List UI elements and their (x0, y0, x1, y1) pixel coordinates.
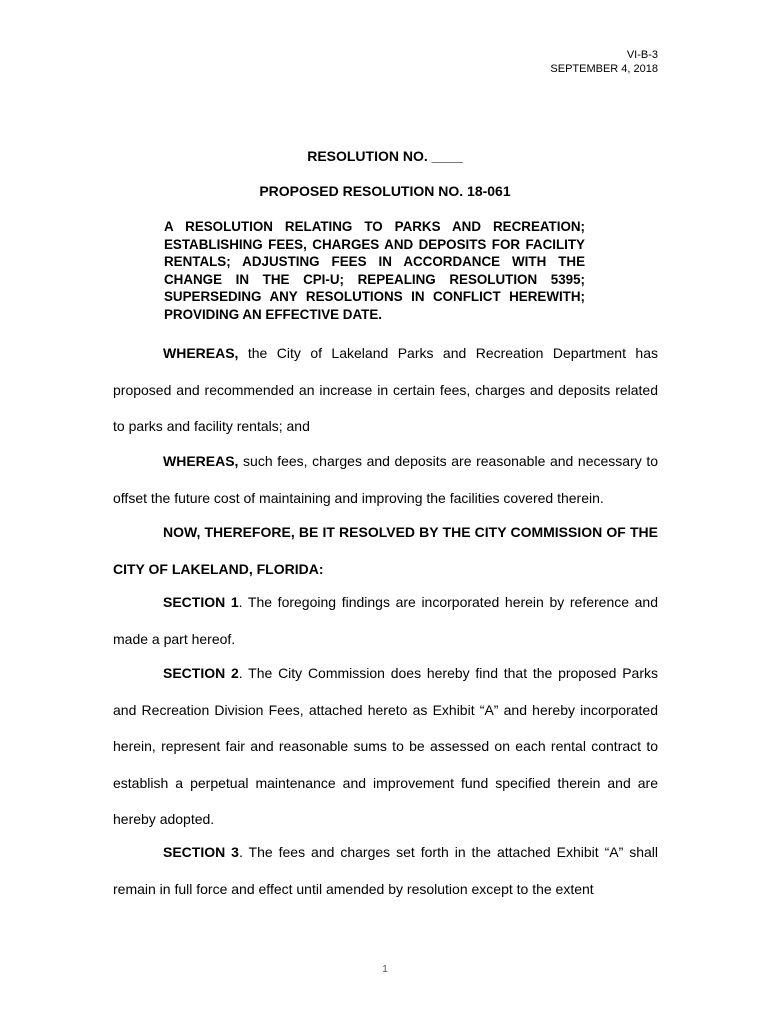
whereas-text-2: such fees, charges and deposits are reasonable and necessary to offset the future cost of maintaining and improving the facilities covered therein. (113, 453, 658, 506)
section-2-paragraph (113, 655, 658, 838)
section-2-label: SECTION 2 (163, 665, 239, 681)
whereas-paragraph-2 (113, 443, 658, 516)
meeting-date: SEPTEMBER 4, 2018 (550, 63, 658, 75)
resolved-clause (113, 514, 658, 587)
section-3-paragraph (113, 834, 658, 907)
section-1-label: SECTION 1 (163, 594, 239, 610)
resolution-summary: A RESOLUTION RELATING TO PARKS AND RECREATION; ESTABLISHING FEES, CHARGES AND DEPOSITS FOR FACILITY RENTALS; ADJUSTING FEES IN ACCORDANCE WITH THE CHANGE IN THE CPI-U; REPEALING RESOLUTION 5395; SUPERSEDING ANY RESOLUTIONS IN CONFLICT HEREWITH; PROVIDING AN EFFECTIVE DATE. (164, 219, 585, 322)
section-1-text: . The foregoing findings are incorporated herein by reference and made a part hereof. (113, 594, 659, 647)
whereas-label-2: WHEREAS, (163, 453, 239, 469)
resolved-text: NOW, THEREFORE, BE IT RESOLVED BY THE CITY COMMISSION OF THE CITY OF LAKELAND, FLORIDA: (113, 524, 658, 577)
page-number: 1 (382, 964, 388, 975)
whereas-label-1: WHEREAS, (163, 345, 239, 361)
section-1-paragraph (113, 584, 658, 657)
section-2-text: . The City Commission does hereby find that the proposed Parks and Recreation Division Fees, attached hereto as Exhibit “A” and hereby incorporated herein, represent fair and reasonable sums to be assessed on each rental contract to establish a perpetual maintenance and improvement fund specified therein and are hereby adopted. (113, 665, 658, 827)
proposed-resolution-number: PROPOSED RESOLUTION NO. 18-061 (259, 183, 511, 199)
whereas-paragraph-1 (113, 335, 658, 445)
resolution-number: RESOLUTION NO. ____ (307, 148, 463, 164)
whereas-text-1: the City of Lakeland Parks and Recreation Department has proposed and recommended an increase in certain fees, charges and deposits related to parks and facility rentals; and (113, 345, 658, 434)
section-3-label: SECTION 3 (163, 844, 239, 860)
section-3-text: . The fees and charges set forth in the attached Exhibit “A” shall remain in full force and effect until amended by resolution except to the extent (113, 844, 659, 897)
agenda-item-code: VI-B-3 (626, 49, 658, 61)
